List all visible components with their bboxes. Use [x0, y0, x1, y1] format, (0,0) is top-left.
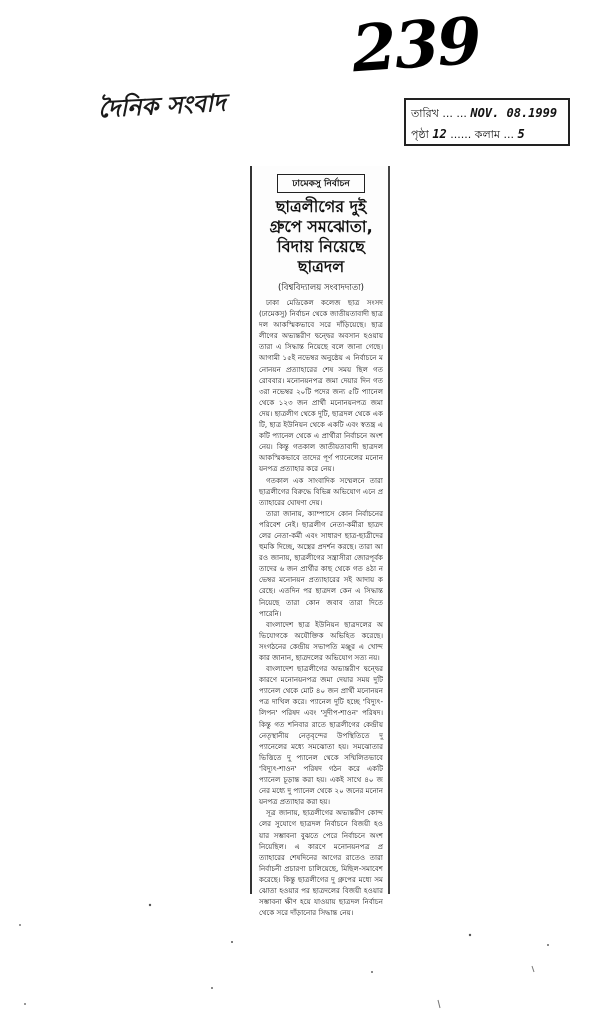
page-column-row: পৃষ্ঠা 12 ...... কলাম ... 5 — [411, 127, 525, 141]
page-label: পৃষ্ঠা — [411, 128, 429, 141]
article-paragraph: গতকাল এক সাংবাদিক সম্মেলনে তারা ছাত্রলীগের বিরুদ্ধে বিভিন্ন অভিযোগ এনে প্রত্যাহারের ঘোষণা দেয়। — [259, 475, 383, 507]
date-label: তারিখ — [411, 107, 439, 120]
article-paragraph: তারা জানায়, ক্যাম্পাসে কোন নির্বাচনের পরিবেশ নেই। ছাত্রলীগ নেতা-কর্মীরা ছাত্রদলের নেতা-কর্মী এবং সাধারণ ছাত্র-ছাত্রীদের হুমকি দিচ্ছে, অস্ত্রের প্রদর্শন করছে। তারা আরও জানায়, ছাত্রলীগের সন্ত্রাসীরা জোরপূর্বক তাদের ৬ জন প্রার্থীর কাছ থেকে গত ৪ঠা নভেম্বর মনোনয়ন প্রত্যাহারের সই আদায় করেছে। এতদিন পর ছাত্রদল কেন এ সিদ্ধান্ত নিয়েছে তারা কোন জবাব তারা দিতে পারেনি। — [259, 508, 383, 618]
article-kicker: ঢামেকসু নির্বাচন — [277, 174, 365, 193]
article-headline: ছাত্রলীগের দুই গ্রুপে সমঝোতা, বিদায় নিয়েছে ছাত্রদল — [269, 197, 373, 276]
column-label: কলাম — [474, 128, 500, 141]
newspaper-name-stamp: দৈনিক সংবাদ — [97, 88, 227, 124]
date-value: NOV. 08.1999 — [470, 106, 558, 120]
column-value: 5 — [517, 127, 525, 141]
article-paragraph: ঢাকা মেডিকেল কলেজ ছাত্র সংসদ (ঢামেকসু) নির্বাচন থেকে জাতীয়তাবাদী ছাত্রদল আকস্মিকভাবে সরে দাঁড়িয়েছে। ছাত্রলীগের অভ্যন্তরীণ দ্বন্দ্বের অবসান হওয়ায় তারা এ সিদ্ধান্ত নিয়েছে বলে জানা গেছে। আগামী ১৫ই নভেম্বর অনুষ্ঠেয় এ নির্বাচনে মনোনয়ন প্রত্যাহারের শেষ সময় ছিল গত রোববার। মনোনয়নপত্র জমা দেয়ার দিন গত ৩রা নভেম্বর ২০টি পদের জন্য ৫টি প্যানেল থেকে ১২৩ জন প্রার্থী মনোনয়নপত্র জমা দেয়। ছাত্রলীগ থেকে দুটি, ছাত্রদল থেকে একটি, ছাত্র ইউনিয়ন থেকে একটি এবং স্বতন্ত্র একটি প্যানেল থেকে এ প্রার্থীরা নির্বাচনে অংশ নেয়। কিন্তু গতকাল জাতীয়তাবাদী ছাত্রদল আকস্মিকভাবে তাদের পূর্ণ প্যানেলের মনোনয়নপত্র প্রত্যাহার করে নেয়। — [259, 298, 383, 474]
handwritten-page-number: 239 — [349, 3, 483, 88]
page-value: 12 — [432, 127, 447, 141]
article-paragraph: বাংলাদেশ ছাত্র ইউনিয়ন ছাত্রদলের অভিযোগকে অযৌক্তিক অভিহিত করেছে। সংগঠনের কেন্দ্রীয় সভাপতি মঞ্জুর এ খোন্দকার জানান, ছাত্রদলের অভিযোগ সত্য নয়। — [259, 619, 383, 662]
article-byline: (বিশ্ববিদ্যালয় সংবাদদাতা) — [278, 283, 364, 293]
date-row: তারিখ ... ... NOV. 08.1999 — [411, 106, 558, 120]
article-paragraph: সূত্র জানায়, ছাত্রলীগের অভ্যন্তরীণ কোন্দলের সুযোগে ছাত্রদল নির্বাচনে বিজয়ী হওয়ার সম্ভাবনা বুঝতে পেরে নির্বাচনে অংশ নিয়েছিল। এ কারণে মনোনয়নপত্র প্রত্যাহারের শেষদিনের আগের রাতেও তারা নির্বাচনী প্রচারণা চালিয়েছে, মিছিল-সমাবেশ করেছে। কিন্তু ছাত্রলীগের দু গ্রুপের মধ্যে সমঝোতা হওয়ার পর ছাত্রদলের বিজয়ী হওয়ার সম্ভাবনা ক্ষীণ হয়ে যাওয়ায় ছাত্রদল নির্বাচন থেকে সরে দাঁড়ানোর সিদ্ধান্ত নেয়। — [259, 808, 383, 918]
article-paragraph: বাংলাদেশ ছাত্রলীগের অভ্যন্তরীণ দ্বন্দ্বের কারণে মনোনয়নপত্র জমা দেয়ার সময় দুটি প্যানেল থেকে মোট ৪০ জন প্রার্থী মনোনয়নপত্র দাখিল করে। প্যানেল দুটি হচ্ছে 'বিদ্যুৎ-লিপন' পরিষদ এবং 'সুদীপ-শাওন' পরিষদ। কিন্তু গত শনিবার রাতে ছাত্রলীগের কেন্দ্রীয় নেতৃস্থানীয় নেতৃবৃন্দের উপস্থিতিতে দু প্যানেলের মধ্যে সমঝোতা হয়। সমঝোতার ভিত্তিতে দু প্যানেল থেকে সম্মিলিতভাবে 'বিদ্যুৎ-শাওন' পরিষদ গঠন করে একটি প্যানেল চূড়ান্ত করা হয়। একই সাথে ৪০ জনের মধ্যে দু প্যানেল থেকে ২০ জনের মনোনয়নপত্র প্রত্যাহার করা হয়। — [259, 664, 383, 807]
